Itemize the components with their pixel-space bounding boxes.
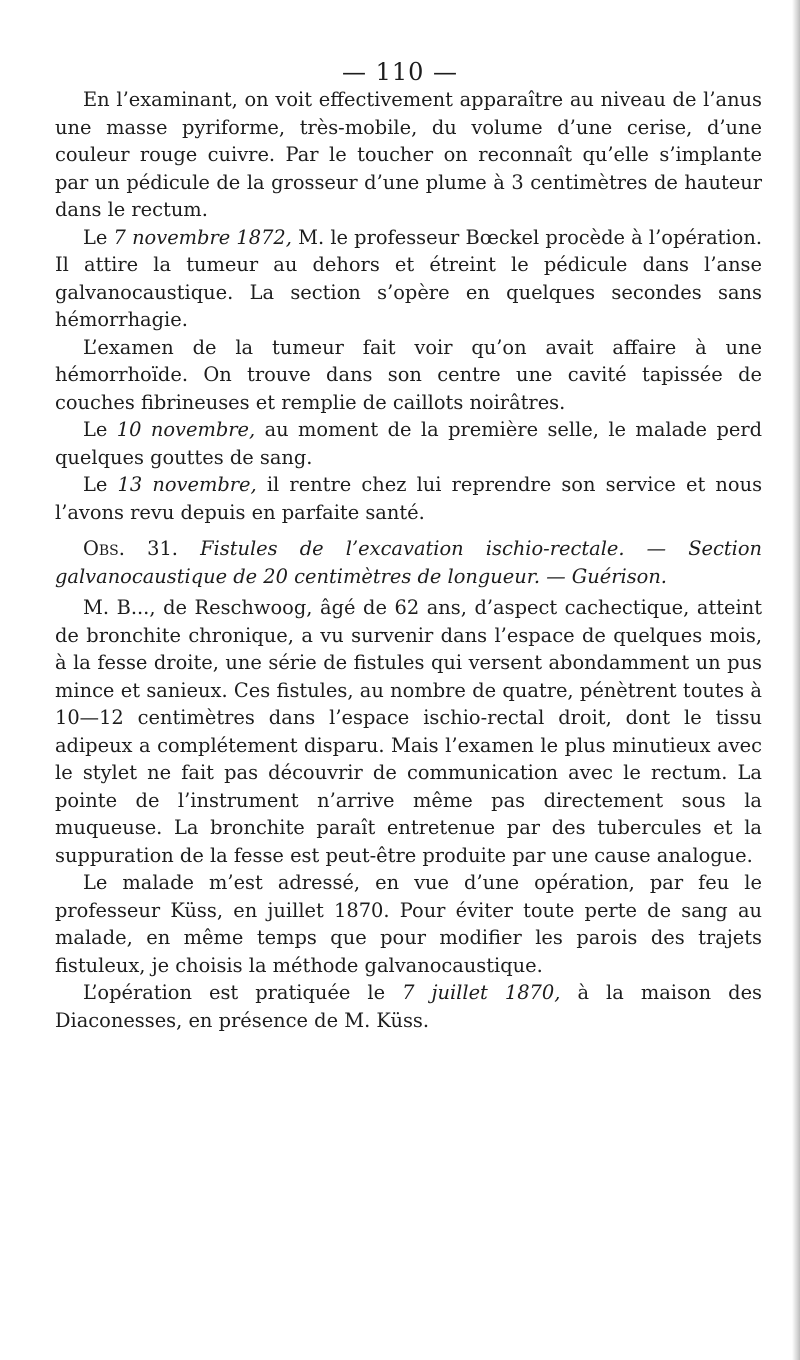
paragraph-examination: En l’examinant, on voit effectivement apparaître au niveau de l’anus une masse pyriforme, très-mobile, du volume d’une cerise, d’une couleur rouge cuivre. Par le toucher on reconnaît qu’elle s’implante par un pédicule de la grosseur d’une plume à 3 centimètres de hauteur dans le rectum. — [55, 88, 762, 221]
observation-label: Obs. — [83, 537, 125, 560]
page-number: — 110 — — [341, 58, 459, 86]
page-body — [55, 86, 762, 1034]
le-label: Le — [83, 473, 118, 496]
date-7-juillet: 7 juillet 1870, — [402, 981, 561, 1004]
le-label: Le — [83, 225, 114, 249]
date-13-novembre: 13 novembre, — [117, 473, 257, 496]
operation-intro: L’opération est pratiquée le — [83, 981, 403, 1004]
paragraph-operation-date — [55, 979, 762, 1034]
observation-number: 31. — [124, 537, 201, 560]
paragraph-method-choice: Le malade m’est adressé, en vue d’une opération, par feu le professeur Küss, en juillet 1870. Pour éviter toute perte de sang au malade, en même temps que pour modifier les parois des trajets fistuleux, je choisis la méthode galvanocaustique. — [55, 871, 762, 977]
recovery-text: il rentre chez lui reprendre son service et nous l’avons revu depuis en parfaite santé. — [55, 473, 763, 524]
date-7-novembre: 7 novembre 1872, — [113, 225, 292, 249]
paragraph-patient-history: M. B..., de Reschwoog, âgé de 62 ans, d’aspect cachectique, atteint de bronchite chronique, a vu survenir dans l’espace de quelques mois, à la fesse droite, une série de fistules qui versent abondamment un pus mince et sanieux. Ces fistules, au nombre de quatre, pénètrent toutes à 10—12 centimètres dans l’espace ischio-rectal droit, dont le tissu adipeux a complétement disparu. Mais l’examen le plus minutieux avec le stylet ne fait pas découvrir de communication avec le rectum. La pointe de l’instrument n’arrive même pas directement sous la muqueuse. La bronchite paraît entretenue par des tubercules et la suppuration de la fesse est peut-être produite par une cause analogue. — [55, 596, 762, 867]
paragraph-tumor-exam: L’examen de la tumeur fait voir qu’on avait affaire à une hémorrhoïde. On trouve dans son centre une cavité tapissée de couches fibrineuses et remplie de caillots noirâtres. — [55, 335, 762, 414]
date-10-novembre: 10 novembre, — [116, 418, 256, 441]
le-label: Le — [83, 418, 117, 441]
page-edge-shadow — [792, 0, 800, 1360]
observation-title: Fistules de l’excavation ischio-rectale. — Section galvanocaustique de 20 centimètres de longueur. — Guérison. — [55, 537, 762, 588]
operation-text: M. le professeur Bœckel procède à l’opération. Il attire la tumeur au dehors et étreint le pédicule dans l’anse galvanocaustique. La section s’opère en quelques secondes sans hémorrhagie. — [55, 225, 763, 331]
paragraph-operation — [55, 224, 762, 334]
paragraph-10-novembre — [55, 416, 762, 471]
observation-heading — [55, 535, 762, 590]
paragraph-13-novembre — [55, 471, 762, 526]
bleeding-text: au moment de la première selle, le malade perd quelques gouttes de sang. — [55, 418, 763, 469]
operation-location: à la maison des Diaconesses, en présence de M. Küss. — [55, 981, 762, 1032]
